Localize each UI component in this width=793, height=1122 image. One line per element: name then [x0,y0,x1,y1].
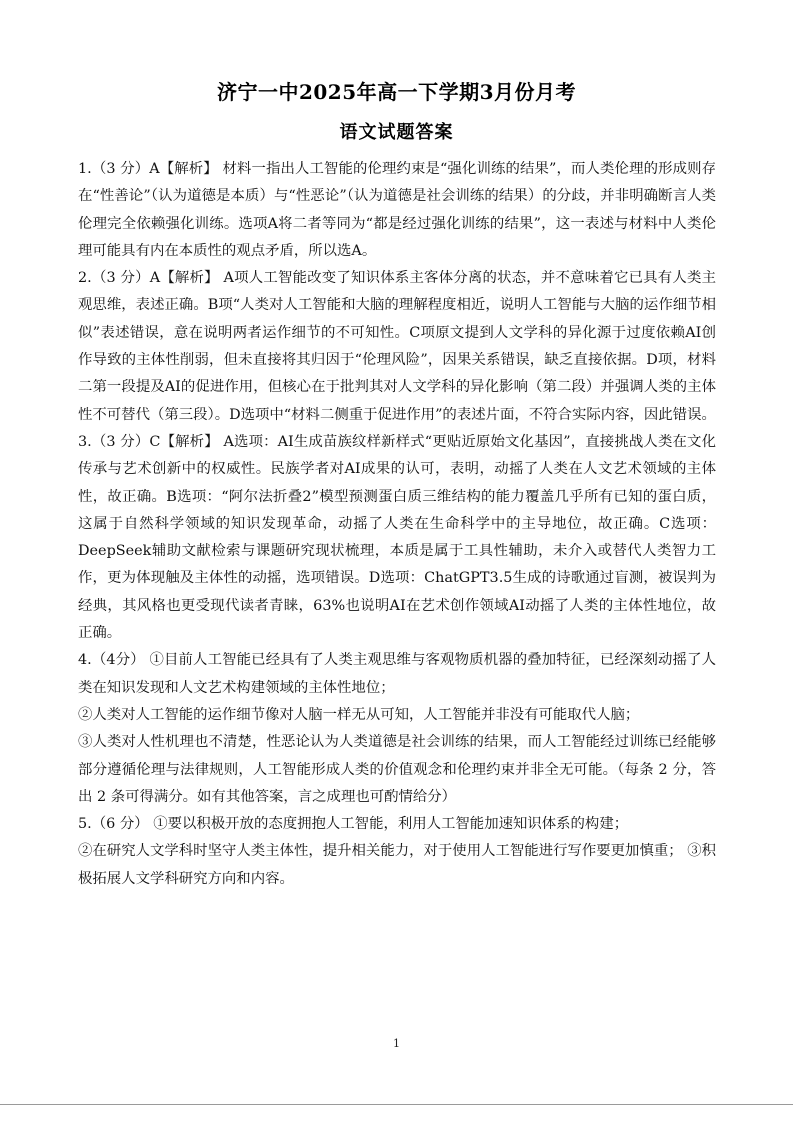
answer-q4-point1: 4.（4分） ①目前人工智能已经具有了人类主观思维与客观物质机器的叠加特征，已经深刻动摇了人类在知识发现和人文艺术构建领域的主体性地位； [78,652,716,696]
answer-q1: 1.（3 分）A【解析】 材料一指出人工智能的伦理约束是“强化训练的结果”，而人类伦理的形成则存在“性善论”（认为道德是本质）与“性恶论”（认为道德是社会训练的结果）的分歧，并非明确断言人类伦理完全依赖强化训练。选项A将二者等同为“都是经过强化训练的结果”，这一表述与材料中人类伦理可能具有内在本质性的观点矛盾，所以选A。 [78,161,716,259]
answer-q3: 3.（3 分）C【解析】 A选项：AI生成苗族纹样新样式“更贴近原始文化基因”，直接挑战人类在文化传承与艺术创新中的权威性。民族学者对AI成果的认可，表明，动摇了人类在人文艺术领域的主体性，故正确。B选项：“阿尔法折叠2”模型预测蛋白质三维结构的能力覆盖几乎所有已知的蛋白质，这属于自然科学领域的知识发现革命，动摇了人类在生命科学中的主导地位，故正确。C选项：DeepSeek辅助文献检索与课题研究现状梳理，本质是属于工具性辅助，未介入或替代人类智力工作，更为体现触及主体性的动摇，选项错误。D选项：ChatGPT3.5生成的诗歌通过盲测，被误判为经典，其风格也更受现代读者青睐，63%也说明AI在艺术创作领域AI动摇了人类的主体性地位，故正确。 [78,433,716,642]
answer-q2: 2.（3 分）A【解析】 A项人工智能改变了知识体系主客体分离的状态，并不意味着它已具有人类主观思维，表述正确。B项“人类对人工智能和大脑的理解程度相近，说明人工智能与大脑的运作细节相似”表述错误，意在说明两者运作细节的不可知性。C项原文提到人文学科的异化源于过度依赖AI创作导致的主体性削弱，但未直接将其归因于“伦理风险”，因果关系错误，缺乏直接依据。D项，材料二第一段提及AI的促进作用，但核心在于批判其对人文学科的异化影响（第二段）并强调人类的主体性不可替代（第三段）。D选项中“材料二侧重于促进作用”的表述片面，不符合实际内容，因此错误。 [78,270,716,423]
answer-q5-point1: 5.（6 分） ①要以积极开放的态度拥抱人工智能，利用人工智能加速知识体系的构建； [78,816,629,833]
page-number: 1 [393,1037,400,1050]
page-subtitle: 语文试题答案 [339,122,454,143]
answer-body [78,156,716,893]
answer-q5-point2: ②在研究人文学科时坚守人类主体性，提升相关能力，对于使用人工智能进行写作要更加慎重； ③积极拓展人文学科研究方向和内容。 [78,843,716,887]
page-title: 济宁一中2025年高一下学期3月份月考 [216,80,577,104]
bottom-divider [0,1104,793,1105]
answer-q4-point3: ③人类对人性机理也不清楚，性恶论认为人类道德是社会训练的结果，而人工智能经过训练已经能够部分遵循伦理与法律规则，人工智能形成人类的价值观念和伦理约束并非全无可能。（每条 2 分，答出 2 条可得满分。如有其他答案，言之成理也可酌情给分） [78,734,716,805]
answer-q4-point2: ②人类对人工智能的运作细节像对人脑一样无从可知，人工智能并非没有可能取代人脑； [78,706,640,723]
